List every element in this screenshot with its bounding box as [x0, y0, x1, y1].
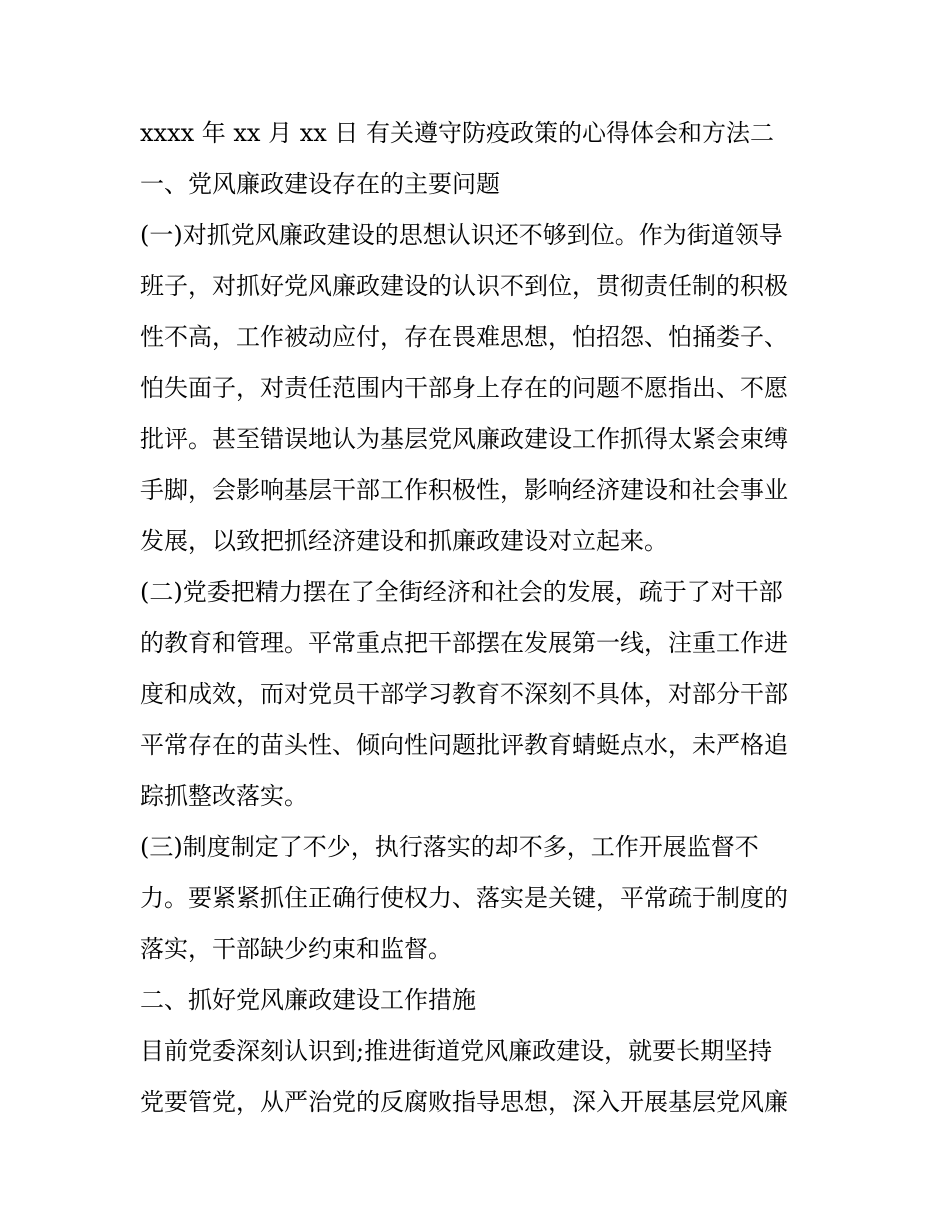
paragraph-line: (三)制度制定了不少，执行落实的却不多，工作开展监督不	[140, 833, 759, 861]
paragraph-line: 度和成效，而对党员干部学习教育不深刻不具体，对部分干部	[140, 680, 788, 708]
paragraph-line: 性不高，工作被动应付，存在畏难思想，怕招怨、怕捅娄子、	[140, 323, 788, 351]
section-heading-1: 一、党风廉政建设存在的主要问题	[140, 170, 500, 198]
paragraph-line: (二)党委把精力摆在了全街经济和社会的发展，疏于了对干部	[140, 578, 783, 606]
paragraph-line: (一)对抓党风廉政建设的思想认识还不够到位。作为街道领导	[140, 221, 783, 249]
paragraph-line: 落实，干部缺少约束和监督。	[140, 935, 452, 963]
paragraph-line: 手脚，会影响基层干部工作积极性，影响经济建设和社会事业	[140, 476, 788, 504]
document-title: xxxx 年 xx 月 xx 日 有关遵守防疫政策的心得体会和方法二	[140, 119, 775, 147]
paragraph-line: 批评。甚至错误地认为基层党风廉政建设工作抓得太紧会束缚	[140, 425, 788, 453]
paragraph-line: 怕失面子，对责任范围内干部身上存在的问题不愿指出、不愿	[140, 374, 788, 402]
paragraph-line: 踪抓整改落实。	[140, 782, 308, 810]
paragraph-line: 的教育和管理。平常重点把干部摆在发展第一线，注重工作进	[140, 629, 788, 657]
document-body	[140, 108, 820, 1128]
paragraph-line: 力。要紧紧抓住正确行使权力、落实是关键，平常疏于制度的	[140, 884, 788, 912]
paragraph-line: 班子，对抓好党风廉政建设的认识不到位，贯彻责任制的积极	[140, 272, 788, 300]
paragraph-line: 党要管党，从严治党的反腐败指导思想，深入开展基层党风廉	[140, 1088, 788, 1116]
paragraph-line: 发展，以致把抓经济建设和抓廉政建设对立起来。	[140, 527, 668, 555]
paragraph-line: 平常存在的苗头性、倾向性问题批评教育蜻蜓点水，未严格追	[140, 731, 788, 759]
paragraph-line: 目前党委深刻认识到;推进街道党风廉政建设，就要长期坚持	[140, 1037, 773, 1065]
section-heading-2: 二、抓好党风廉政建设工作措施	[140, 986, 476, 1014]
